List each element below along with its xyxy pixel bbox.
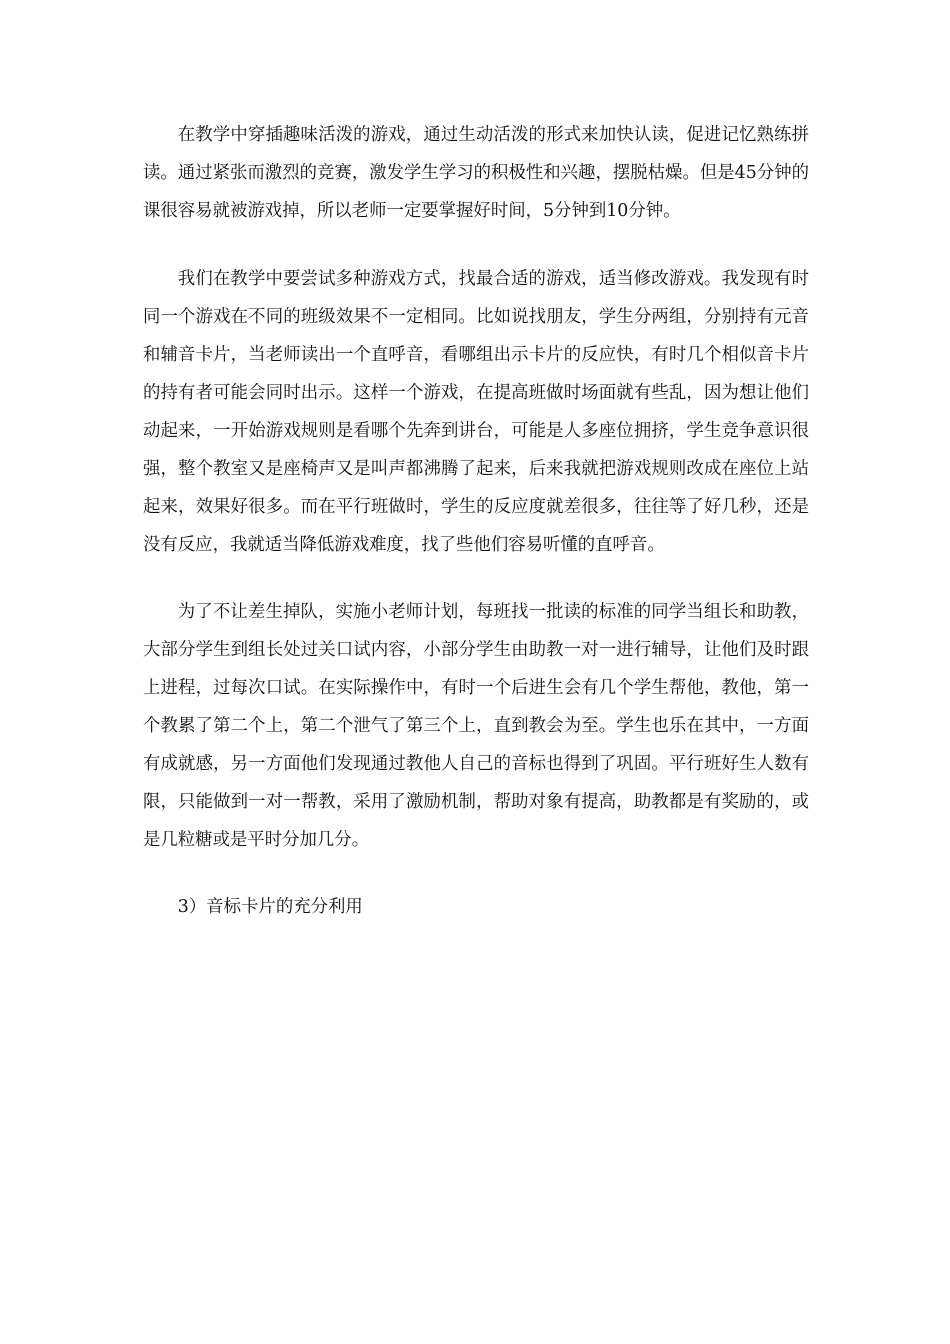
document-body: [143, 116, 809, 926]
paragraph-games-in-teaching: 在教学中穿插趣味活泼的游戏，通过生动活泼的形式来加快认读，促进记忆熟练拼读。通过紧张而激烈的竞赛，激发学生学习的积极性和兴趣，摆脱枯燥。但是45分钟的课很容易就被游戏掉，所以老师一定要掌握好时间，5分钟到10分钟。: [143, 125, 809, 221]
paragraph-little-teacher-plan: 为了不让差生掉队，实施小老师计划，每班找一批读的标准的同学当组长和助教，大部分学生到组长处过关口试内容，小部分学生由助教一对一进行辅导，让他们及时跟上进程，过每次口试。在实际操作中，有时一个后进生会有几个学生帮他，教他，第一个教累了第二个上，第二个泄气了第三个上，直到教会为至。学生也乐在其中，一方面有成就感，另一方面他们发现通过教他人自己的音标也得到了巩固。平行班好生人数有限，只能做到一对一帮教，采用了激励机制，帮助对象有提高，助教都是有奖励的，或是几粒糖或是平时分加几分。: [143, 602, 809, 850]
section-heading-phonetic-cards: 3）音标卡片的充分利用: [177, 897, 363, 917]
paragraph-game-variations: 我们在教学中要尝试多种游戏方式，找最合适的游戏，适当修改游戏。我发现有时同一个游戏在不同的班级效果不一定相同。比如说找朋友，学生分两组，分别持有元音和辅音卡片，当老师读出一个直呼音，看哪组出示卡片的反应快，有时几个相似音卡片的持有者可能会同时出示。这样一个游戏，在提高班做时场面就有些乱，因为想让他们动起来，一开始游戏规则是看哪个先奔到讲台，可能是人多座位拥挤，学生竞争意识很强，整个教室又是座椅声又是叫声都沸腾了起来，后来我就把游戏规则改成在座位上站起来，效果好很多。而在平行班做时，学生的反应度就差很多，往往等了好几秒，还是没有反应，我就适当降低游戏难度，找了些他们容易听懂的直呼音。: [143, 269, 809, 555]
